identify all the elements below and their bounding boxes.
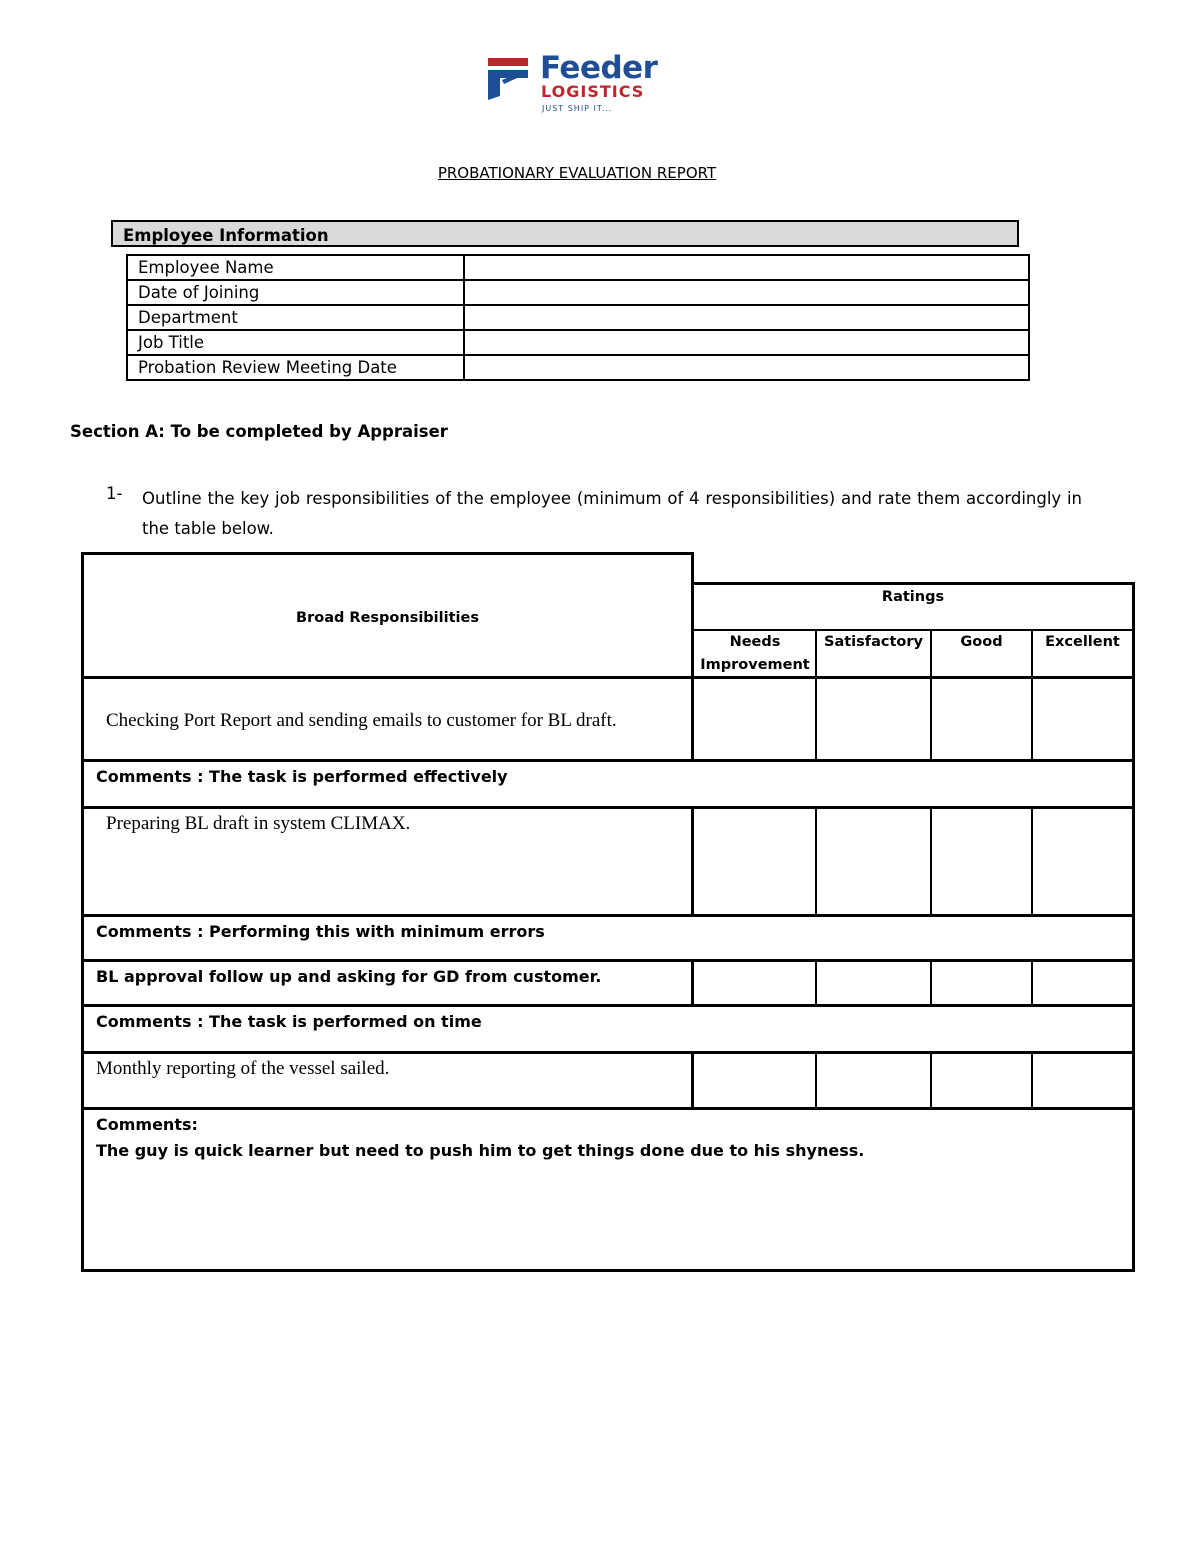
row-comment: Comments : The task is performed on time (96, 1012, 482, 1031)
field-label: Date of Joining (127, 280, 464, 305)
final-comment-label: Comments: (96, 1115, 198, 1134)
logo-mark-icon (488, 56, 538, 106)
field-label: Employee Name (127, 255, 464, 280)
logo-brand-name: Feeder (540, 50, 658, 86)
table-row (127, 355, 1029, 380)
date-of-joining-value[interactable] (464, 280, 1029, 305)
col-header-responsibilities: Broad Responsibilities (296, 610, 479, 626)
section-a-heading: Section A: To be completed by Appraiser (70, 422, 448, 441)
employee-info-header: Employee Information (111, 220, 1019, 247)
col-header-ratings: Ratings (881, 589, 945, 605)
rating-needs-improvement: Needs Improvement (700, 634, 810, 673)
document-title: PROBATIONARY EVALUATION REPORT (437, 164, 717, 182)
question-text: Outline the key job responsibilities of the employee (minimum of 4 responsibilities) and rate them accordingly in the table below. (142, 489, 1082, 538)
table-row (127, 305, 1029, 330)
field-label: Job Title (127, 330, 464, 355)
rating-good: Good (960, 634, 1003, 650)
review-meeting-date-value[interactable] (464, 355, 1029, 380)
responsibility-item: Preparing BL draft in system CLIMAX. (106, 813, 411, 834)
responsibility-item: BL approval follow up and asking for GD from customer. (96, 967, 602, 986)
department-value[interactable] (464, 305, 1029, 330)
table-row (127, 280, 1029, 305)
final-comment-text: The guy is quick learner but need to push him to get things done due to his shyness. (96, 1141, 865, 1160)
rating-satisfactory: Satisfactory (824, 634, 923, 650)
responsibility-item: Monthly reporting of the vessel sailed. (96, 1058, 390, 1079)
employee-info-table (126, 254, 1030, 381)
job-title-value[interactable] (464, 330, 1029, 355)
rating-excellent: Excellent (1045, 634, 1120, 650)
row-comment: Comments : Performing this with minimum errors (96, 922, 545, 941)
responsibility-item: Checking Port Report and sending emails to customer for BL draft. (106, 710, 617, 731)
logo-tagline: JUST SHIP IT... (542, 104, 613, 113)
table-row (127, 330, 1029, 355)
question-number: 1- (106, 484, 123, 503)
table-row (127, 255, 1029, 280)
field-label: Probation Review Meeting Date (127, 355, 464, 380)
company-logo (488, 50, 668, 116)
employee-name-value[interactable] (464, 255, 1029, 280)
field-label: Department (127, 305, 464, 330)
logo-brand-sub: LOGISTICS (541, 82, 645, 101)
row-comment: Comments : The task is performed effectively (96, 767, 508, 786)
